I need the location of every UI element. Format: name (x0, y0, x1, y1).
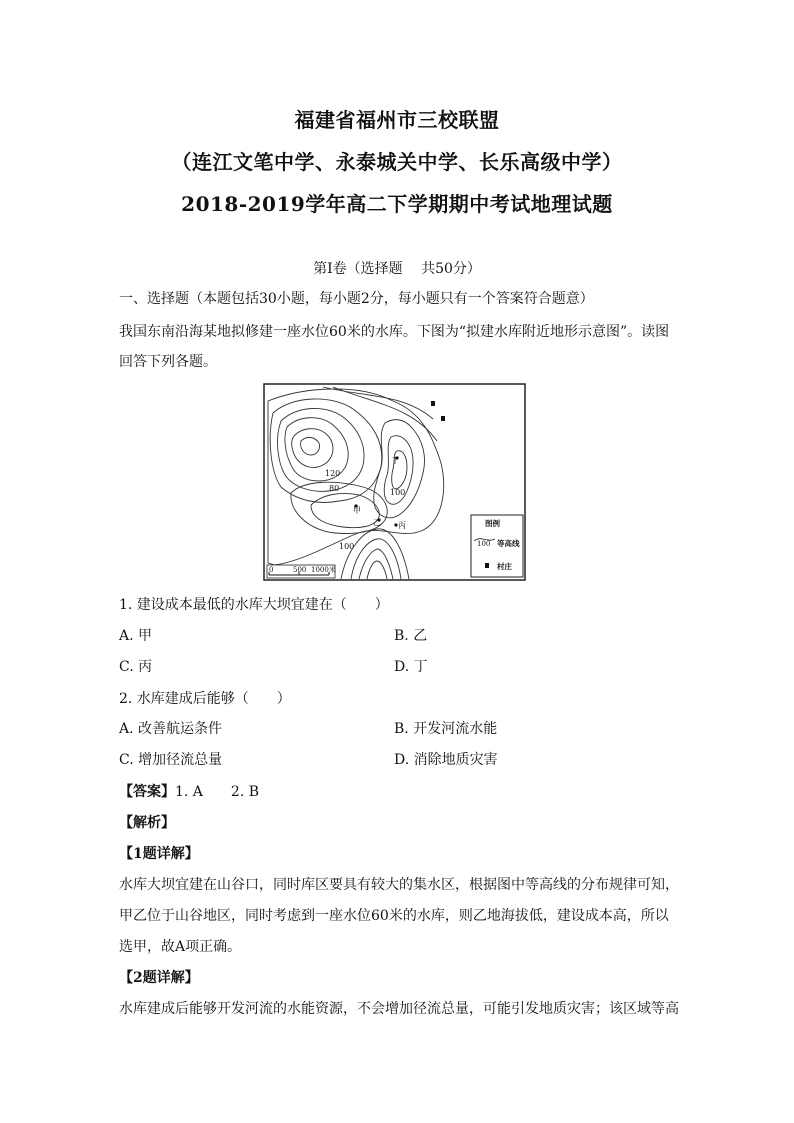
contour-label: 120 (325, 469, 341, 478)
contour-label: 100 (390, 488, 406, 497)
section-heading: 第Ⅰ卷（选择题 共50分） (313, 261, 481, 277)
analysis-q1-line: 选甲，故A项正确。 (119, 939, 242, 955)
section-instruction: 一、选择题（本题包括30小题，每小题2分，每小题只有一个答案符合题意） (119, 291, 594, 307)
contour-label: 80 (329, 484, 340, 493)
place-label-bing: 丙 (398, 521, 406, 530)
scale-tick: 1000米 (311, 566, 336, 574)
analysis-q2-label: 【2题详解】 (119, 970, 199, 986)
stem-line-2: 回答下列各题。 (119, 354, 217, 370)
question-1-option-b[interactable]: B. 乙 (394, 628, 428, 644)
analysis-q2-line: 水库建成后能够开发河流的水能资源，不会增加径流总量，可能引发地质灾害；该区域等高 (119, 1001, 679, 1017)
analysis-q1-label: 【1题详解】 (119, 846, 199, 862)
place-label-ding: 丁 (391, 456, 399, 465)
village-marker (431, 401, 435, 406)
legend-contour-value: 100 (477, 540, 491, 548)
paper-title-line3: 2018-2019学年高二下学期期中考试地理试题 (181, 192, 613, 216)
legend-village-label: 村庄 (497, 562, 512, 571)
legend-title: 图例 (485, 519, 500, 528)
stem-line-1: 我国东南沿海某地拟修建一座水位60米的水库。下图为“拟建水库附近地形示意图”。读图 (119, 324, 670, 340)
question-1-option-d[interactable]: D. 丁 (394, 659, 428, 675)
contour-map-figure (263, 383, 526, 581)
contour-label: 100 (339, 542, 355, 551)
question-2-stem: 2. 水库建成后能够（ ） (119, 691, 291, 707)
scale-tick: 0 (269, 566, 274, 574)
village-marker (441, 416, 445, 421)
analysis-q1-line: 水库大坝宜建在山谷口，同时库区要具有较大的集水区，根据图中等高线的分布规律可知， (119, 877, 679, 893)
paper-title-line1: 福建省福州市三校联盟 (294, 108, 500, 132)
paper-title-line2: （连江文笔中学、永泰城关中学、长乐高级中学） (171, 150, 623, 174)
place-label-yi: 乙 (373, 518, 381, 527)
legend-village-symbol (485, 563, 489, 568)
question-1-option-c[interactable]: C. 丙 (119, 659, 153, 675)
answer-row (119, 781, 689, 801)
question-2-option-d[interactable]: D. 消除地质灾害 (394, 752, 498, 768)
place-label-jia: 甲 (353, 506, 361, 515)
answer-text: 1. A 2. B (175, 784, 260, 800)
question-1-option-a[interactable]: A. 甲 (119, 628, 153, 644)
scale-tick: 500 (293, 566, 307, 574)
analysis-q1-line: 甲乙位于山谷地区，同时考虑到一座水位60米的水库，则乙地海拔低，建设成本高，所以 (119, 908, 669, 924)
legend-contour-label: 等高线 (497, 539, 520, 548)
question-2-option-b[interactable]: B. 开发河流水能 (394, 721, 498, 737)
analysis-label: 【解析】 (119, 815, 175, 831)
question-2-option-a[interactable]: A. 改善航运条件 (119, 721, 223, 737)
question-1-stem: 1. 建设成本最低的水库大坝宜建在（ ） (119, 597, 389, 613)
question-2-option-c[interactable]: C. 增加径流总量 (119, 752, 223, 768)
answer-label: 【答案】 (119, 784, 175, 800)
